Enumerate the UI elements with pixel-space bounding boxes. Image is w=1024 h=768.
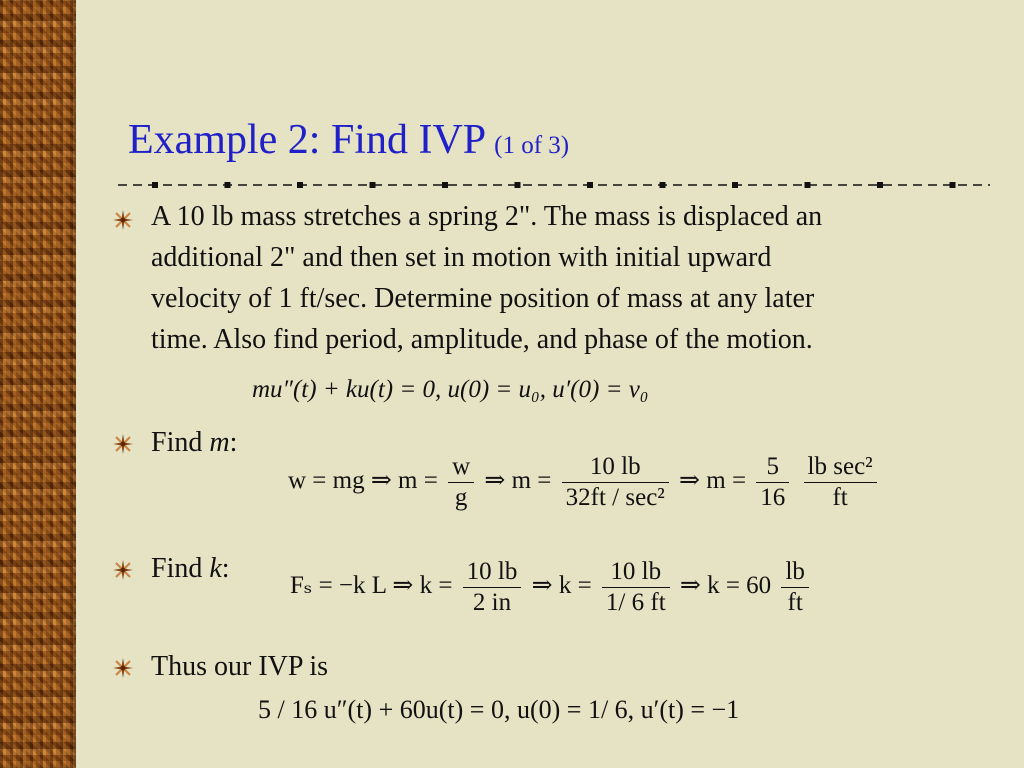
bullet-icon [112, 433, 134, 455]
divider-dot [442, 182, 448, 188]
divider-dot [587, 182, 593, 188]
decorative-border [0, 0, 76, 768]
divider-dot [515, 182, 521, 188]
title-sub: (1 of 3) [494, 132, 570, 159]
fraction: $\frac{\text{lb sec²}}{ft}$ [804, 452, 877, 513]
divider-dot [950, 182, 956, 188]
find-m-equation: w = mg ⇒ m = $\frac{w}{g}$ ⇒ m = $\frac{10 lb}{\text{32ft / sec²}}$ ⇒ m = $\frac{5}{16}$ $\frac{\text{lb sec²}}{ft}$ [288, 452, 881, 513]
problem-line: time. Also find period, amplitude, and phase of the motion. [151, 324, 813, 355]
divider-dot [370, 182, 376, 188]
divider-dot [152, 182, 158, 188]
slide-title [128, 116, 569, 164]
bullet-icon [112, 209, 134, 231]
divider-dot [297, 182, 303, 188]
ode-equation: mu″(t) + ku(t) = 0, u(0) = u₀, u′(0) = v₀ [252, 376, 649, 403]
fraction: $\frac{10 lb}{\text{32ft / sec²}}$ [562, 452, 669, 513]
bullet-icon [112, 657, 134, 679]
divider-dot [877, 182, 883, 188]
fraction: $\frac{5}{16}$ [756, 452, 789, 513]
title-divider [118, 178, 990, 192]
find-m-label: Find m: [151, 427, 238, 458]
problem-line: A 10 lb mass stretches a spring 2". The mass is displaced an [151, 201, 823, 232]
divider-dot [805, 182, 811, 188]
title-main: Example 2: Find IVP [128, 117, 487, 163]
ivp-equation: 5 / 16 u″(t) + 60u(t) = 0, u(0) = 1/ 6, u′(t) = −1 [258, 695, 740, 724]
fraction: $\frac{w}{g}$ [448, 452, 474, 513]
divider-dot [660, 182, 666, 188]
find-k-equation: Fₛ = −k L ⇒ k = $\frac{10 lb}{2 in}$ ⇒ k = $\frac{10 lb}{1/ 6 ft}$ ⇒ k = 60 $\frac{lb}{ft}$ [290, 557, 813, 618]
fraction: $\frac{10 lb}{2 in}$ [463, 557, 522, 618]
problem-line: velocity of 1 ft/sec. Determine position of mass at any later [151, 283, 815, 314]
fraction: $\frac{lb}{ft}$ [781, 557, 808, 618]
problem-line: additional 2" and then set in motion with initial upward [151, 242, 772, 273]
bullet-icon [112, 559, 134, 581]
ivp-label: Thus our IVP is [151, 651, 329, 682]
problem-statement [151, 196, 822, 360]
fraction: $\frac{10 lb}{1/ 6 ft}$ [602, 557, 670, 618]
find-k-label: Find k: [151, 553, 230, 584]
divider-dot [225, 182, 231, 188]
divider-dot [732, 182, 738, 188]
